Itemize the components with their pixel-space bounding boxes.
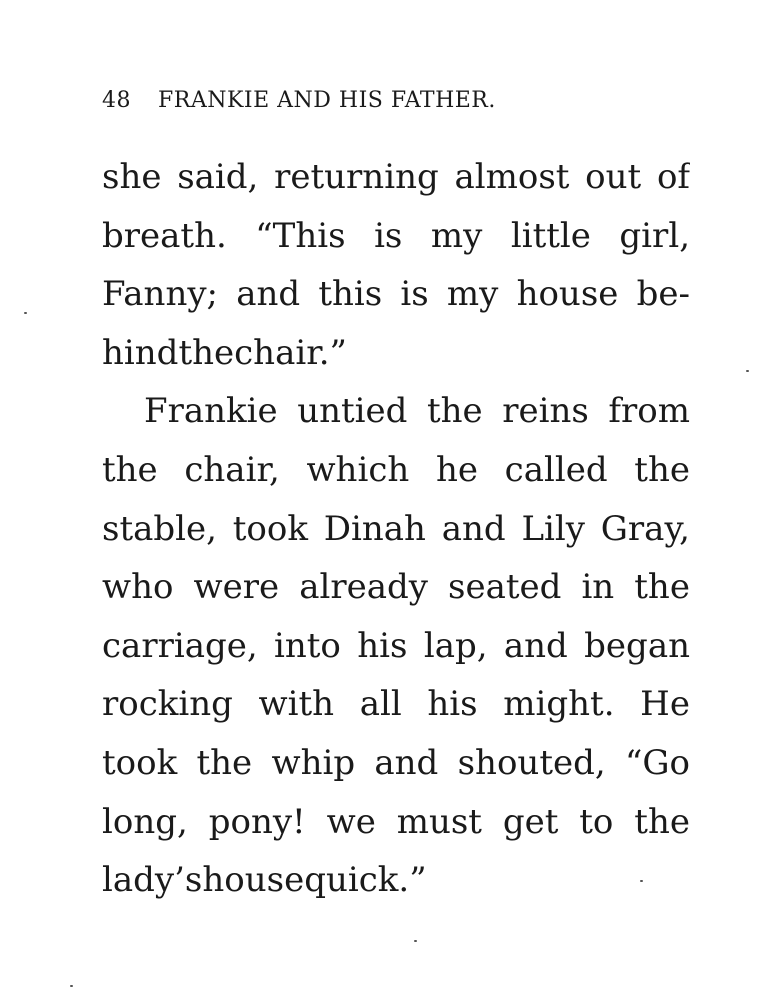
page-number: 48 <box>102 88 131 113</box>
text-line <box>102 617 690 676</box>
word: the <box>634 801 690 842</box>
word: and <box>374 742 439 783</box>
word: almost <box>454 157 570 197</box>
word: which <box>306 449 410 490</box>
word: Dinah <box>323 508 426 549</box>
word: shouted, <box>457 742 606 783</box>
word: rocking <box>102 684 233 725</box>
word: with <box>258 684 335 725</box>
word: and <box>441 508 506 549</box>
word: hind <box>102 332 179 373</box>
word: who <box>102 567 174 608</box>
paper-speck <box>70 985 73 987</box>
text-line <box>102 382 690 441</box>
text-line <box>102 148 690 207</box>
word: “Go <box>624 742 690 783</box>
word: breath. <box>102 215 227 256</box>
word: Lily <box>521 508 585 549</box>
word: house <box>202 860 305 901</box>
word: must <box>396 801 482 842</box>
word: be- <box>636 274 690 315</box>
word: from <box>608 391 690 432</box>
text-line <box>102 734 690 793</box>
word: out <box>585 157 642 197</box>
word: quick.” <box>304 860 427 901</box>
word: his <box>357 625 408 666</box>
word: the <box>426 391 483 432</box>
word: whip <box>271 742 356 783</box>
word: his <box>427 684 478 725</box>
word: house <box>516 274 619 315</box>
word: is <box>400 274 429 315</box>
word: were <box>193 567 280 608</box>
word: Fanny; <box>102 274 219 315</box>
word: stable, <box>102 508 217 549</box>
running-title: FRANKIE AND HIS FATHER. <box>158 88 496 113</box>
body-text <box>102 148 690 910</box>
word: might. <box>503 684 615 725</box>
word: girl, <box>619 215 690 256</box>
word: she <box>102 157 162 197</box>
text-line <box>102 265 690 324</box>
paper-speck <box>640 880 643 882</box>
word: lady’s <box>102 860 203 901</box>
word: long, <box>102 801 188 842</box>
word: Frankie <box>144 391 278 432</box>
word: chair.” <box>234 332 347 373</box>
paper-speck <box>746 370 749 372</box>
text-line <box>102 441 690 500</box>
word: in <box>581 567 615 608</box>
text-line <box>102 851 690 910</box>
word: took <box>232 508 308 549</box>
paper-speck <box>414 940 417 942</box>
word: chair, <box>184 449 280 490</box>
word: pony! <box>208 801 306 842</box>
text-line <box>102 558 690 617</box>
word: my <box>430 215 483 256</box>
word: little <box>510 215 591 256</box>
word: this <box>318 274 383 315</box>
word: already <box>299 567 428 608</box>
word: lap, <box>423 625 488 666</box>
word: reins <box>502 391 589 432</box>
word: Gray, <box>600 508 690 549</box>
word: carriage, <box>102 625 258 666</box>
word: the <box>196 742 253 783</box>
text-line <box>102 500 690 559</box>
text-line <box>102 324 690 383</box>
word: said, <box>177 157 259 197</box>
word: of <box>656 157 690 197</box>
word: took <box>102 742 178 783</box>
word: and <box>503 625 568 666</box>
word: is <box>374 215 403 256</box>
word: returning <box>274 157 439 197</box>
word: called <box>504 449 608 490</box>
word: the <box>634 449 690 490</box>
word: seated <box>448 567 562 608</box>
word: the <box>178 332 235 373</box>
text-line <box>102 207 690 266</box>
word: began <box>584 625 690 666</box>
text-line <box>102 793 690 852</box>
paper-speck <box>24 312 27 314</box>
word: get <box>502 801 559 842</box>
word: He <box>640 684 690 725</box>
word: he <box>435 449 478 490</box>
word: the <box>102 449 158 490</box>
word: the <box>634 567 690 608</box>
word: to <box>579 801 614 842</box>
word: and <box>236 274 301 315</box>
word: my <box>446 274 499 315</box>
word: untied <box>297 391 408 432</box>
word: into <box>274 625 341 666</box>
word: “This <box>255 215 346 256</box>
word: we <box>326 801 376 842</box>
word: all <box>359 684 402 725</box>
running-head <box>102 88 692 113</box>
text-line <box>102 675 690 734</box>
